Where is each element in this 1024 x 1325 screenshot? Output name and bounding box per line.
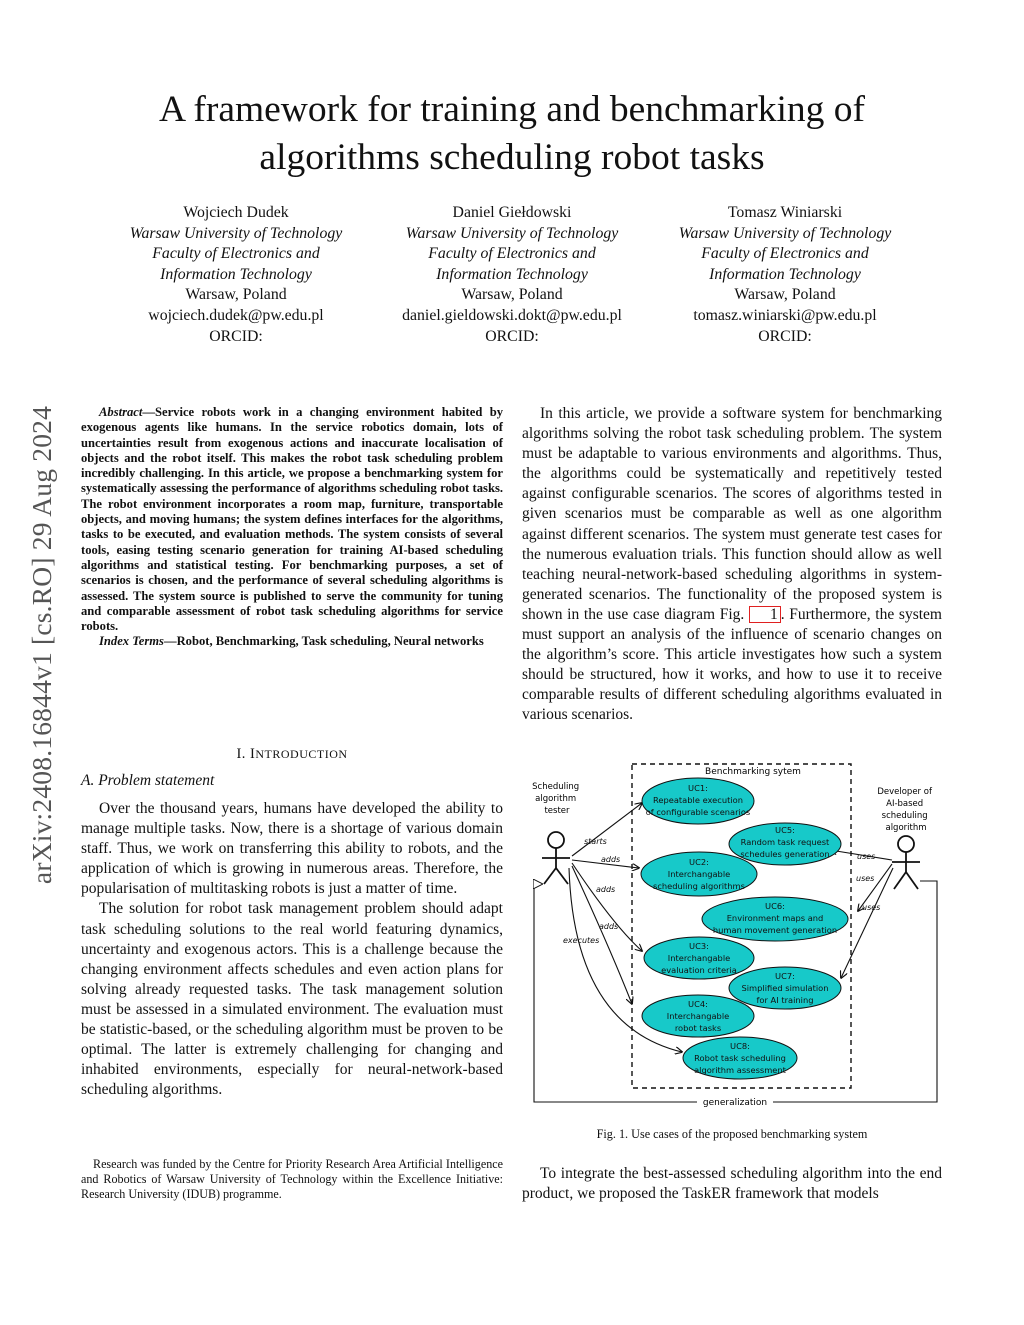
title-line-1: A framework for training and benchmarking of — [158, 89, 866, 130]
right-paragraph-1 — [522, 404, 942, 726]
usecase-uc4 — [642, 995, 754, 1037]
figure-reference-link[interactable]: 1 — [749, 606, 781, 623]
usecase-text: Interchangable — [666, 1011, 730, 1021]
usecase-id: UC7: — [775, 971, 795, 981]
author-email[interactable]: daniel.gieldowski.dokt@pw.edu.pl — [402, 306, 622, 324]
usecase-id: UC3: — [689, 941, 709, 951]
usecase-text: algorithm assessment — [694, 1065, 786, 1075]
usecase-text: human movement generation — [712, 925, 838, 935]
section-first-letter: I — [250, 746, 256, 762]
usecase-uc8 — [683, 1037, 797, 1079]
actor-developer-line: Developer of — [877, 787, 932, 797]
label-executes: executes — [563, 936, 600, 945]
usecase-text: Interchangable — [667, 953, 731, 963]
subsection-heading: A. Problem statement — [81, 772, 215, 789]
author-city: Warsaw, Poland — [185, 286, 287, 304]
right-paragraph-1a: In this article, we provide a software system for benchmarking algorithms solving the robot task scheduling problem. The system must be adaptable to various environments and algorithms. Thus, the algorithms could be systematically and repetitively tested against configurable scenarios. The scores of algorithms tested in given scenarios must be comparable as well as one algorithm against different scenarios. The system must generate test cases for the numerous evaluation trials. This function should allow as well teaching neural-network-based scheduling algorithms in system-generated scenarios. The functionality of the proposed system is shown in the use case diagram Fig. — [522, 405, 942, 623]
author-affiliation: Warsaw University of Technology — [129, 224, 343, 242]
usecase-uc3 — [644, 937, 754, 979]
usecase-text: evaluation criteria — [661, 965, 737, 975]
actor-developer-label — [877, 787, 934, 833]
right-column-text — [522, 404, 942, 726]
usecase-text: for AI training — [756, 995, 814, 1005]
author-email[interactable]: wojciech.dudek@pw.edu.pl — [148, 306, 324, 324]
usecase-uc7 — [729, 967, 841, 1009]
usecase-id: UC1: — [688, 783, 708, 793]
usecase-id: UC4: — [688, 999, 708, 1009]
intro-paragraph-2: The solution for robot task management problem should adapt task scheduling solutions to the real world featuring dynamics, uncertainty and exogenous actors. This is a challenge because the changing environment affects schedules and even action plans for solving already requested tasks. The task management solution must be assessed in a simulated environment. The evaluation must be statistic-based, or the scheduling algorithm must be proven to be optimal. The latter is extremely challenging for changing and inhabited environments, especially for neural-network-based scheduling algorithms. — [81, 900, 503, 1099]
usecase-uc2 — [641, 852, 757, 896]
usecase-uc1 — [642, 778, 754, 824]
author-name: Daniel Giełdowski — [452, 204, 572, 221]
usecase-id: UC5: — [775, 825, 795, 835]
abstract-text: —Service robots work in a changing environment habited by exogenous agents like humans. In the service robotics domain, lots of uncertainties result from exogenous actions and inaccurate localisation of objects and the robot itself. This makes the robot task scheduling problem incredibly challenging. In this article, we propose a benchmarking system for systematically assessing the performance of algorithms scheduling robot tasks. The robot environment incorporates a room map, furniture, transportable objects, and moving humans; the system defines interfaces for the algorithms, tasks to be executed, and evaluation methods. The system consists of several tools, easing testing scenario generation for training AI-based scheduling algorithms and statistical testing. For benchmarking purposes, a set of scenarios is chosen, and the performance of several scheduling algorithms is assessed. The system source is published to serve the community for tuning and comparable assessment of robot task scheduling algorithms for service robots. — [81, 405, 503, 634]
author-block-2 — [377, 203, 647, 347]
label-uses: uses — [857, 852, 876, 861]
index-terms-text: —Robot, Benchmarking, Task scheduling, Neural networks — [163, 634, 484, 649]
author-orcid: ORCID: — [209, 327, 263, 345]
label-uses: uses — [862, 903, 881, 912]
author-block-3 — [650, 203, 920, 347]
figure-caption: Fig. 1. Use cases of the proposed benchmarking system — [596, 1127, 868, 1141]
label-adds: adds — [601, 855, 621, 864]
label-adds: adds — [599, 922, 619, 931]
usecase-uc5 — [729, 823, 841, 865]
actor-developer-line: AI-based — [886, 799, 924, 809]
actor-tester-line: Scheduling — [532, 782, 580, 792]
usecase-text: Environment maps and — [726, 913, 824, 923]
usecase-text: Repeatable execution — [652, 795, 744, 805]
label-adds: adds — [596, 885, 616, 894]
intro-paragraph-1: Over the thousand years, humans have developed the ability to manage multiple tasks. Now, there is a shortage of various domain staff. Thus, we work on transferring this ability to robots, and the application of which is growing in numerous areas. Therefore, the popularisation of multitasking robots is just a matter of time. — [81, 800, 503, 898]
author-affiliation: Information Technology — [709, 265, 861, 283]
abstract-label: Abstract — [99, 405, 143, 419]
actor-tester-label — [532, 782, 582, 816]
footnote: Research was funded by the Centre for Priority Research Area Artificial Intelligence and Robotics of Warsaw University of Technology within the Excellence Initiative: Research University (IDUB) programme. — [81, 1157, 503, 1202]
abstract-paragraph — [81, 405, 503, 634]
actor-developer-line: algorithm — [885, 823, 927, 833]
author-affiliation: Faculty of Electronics and — [701, 245, 869, 263]
usecase-text: schedules generation — [740, 849, 830, 859]
author-orcid: ORCID: — [485, 327, 539, 345]
label-uses: uses — [856, 874, 875, 883]
usecase-uc6 — [702, 897, 848, 941]
author-block-1 — [101, 203, 371, 347]
intro-text — [81, 799, 503, 1100]
abstract — [81, 405, 503, 650]
usecase-id: UC8: — [730, 1041, 750, 1051]
index-terms-label: Index Terms — [99, 634, 164, 649]
usecase-text: Simplified simulation — [741, 983, 829, 993]
author-name: Tomasz Winiarski — [727, 204, 843, 221]
usecase-text: scheduling algorithms — [653, 881, 745, 891]
right-column-text-2 — [522, 1164, 942, 1204]
author-affiliation: Information Technology — [160, 265, 312, 283]
actor-tester-icon — [542, 832, 570, 884]
usecase-text: of configurable scenarios — [645, 807, 751, 817]
actor-tester-line: tester — [544, 806, 570, 816]
actor-developer-line: scheduling — [881, 811, 928, 821]
author-affiliation: Information Technology — [436, 265, 588, 283]
index-terms — [81, 634, 503, 649]
author-email[interactable]: tomasz.winiarski@pw.edu.pl — [693, 306, 877, 324]
title-line-2: algorithms scheduling robot tasks — [259, 137, 765, 178]
section-heading — [81, 746, 503, 763]
paper-title — [100, 86, 924, 182]
usecase-id: UC6: — [765, 901, 785, 911]
actor-developer-icon — [892, 836, 920, 889]
author-name: Wojciech Dudek — [183, 204, 289, 221]
arxiv-text: arXiv:2408.16844v1 [cs.RO] 29 Aug 2024 — [26, 405, 57, 885]
usecase-text: Random task request — [740, 837, 830, 847]
actor-tester-line: algorithm — [535, 794, 577, 804]
right-paragraph-2: To integrate the best-assessed scheduling algorithm into the end product, we proposed the TaskER framework that models — [522, 1165, 942, 1203]
author-affiliation: Warsaw University of Technology — [678, 224, 892, 242]
author-affiliation: Faculty of Electronics and — [152, 245, 320, 263]
usecase-text: robot tasks — [674, 1023, 722, 1033]
usecase-text: Robot task scheduling — [694, 1053, 786, 1063]
section-number: I. — [236, 746, 246, 762]
right-paragraph-1b: . Furthermore, the system must support an analysis of the influence of scenario changes on the algorithm’s score. This article investigates how such a system should be structured, how it works, and how to use it to receive comparable results of different scheduling algorithms evaluated in various scenarios. — [522, 605, 942, 724]
label-starts: starts — [584, 837, 607, 846]
author-city: Warsaw, Poland — [461, 286, 563, 304]
usecase-id: UC2: — [689, 857, 709, 867]
generalization-label: generalization — [702, 1098, 768, 1108]
author-affiliation: Faculty of Electronics and — [428, 245, 596, 263]
author-orcid: ORCID: — [758, 327, 812, 345]
use-case-diagram — [524, 756, 944, 1112]
author-city: Warsaw, Poland — [734, 286, 836, 304]
usecase-text: Interchangable — [667, 869, 731, 879]
author-affiliation: Warsaw University of Technology — [405, 224, 619, 242]
section-title-rest: NTRODUCTION — [255, 747, 348, 761]
system-label: Benchmarking sytem — [705, 767, 801, 777]
arxiv-identifier — [22, 345, 62, 945]
